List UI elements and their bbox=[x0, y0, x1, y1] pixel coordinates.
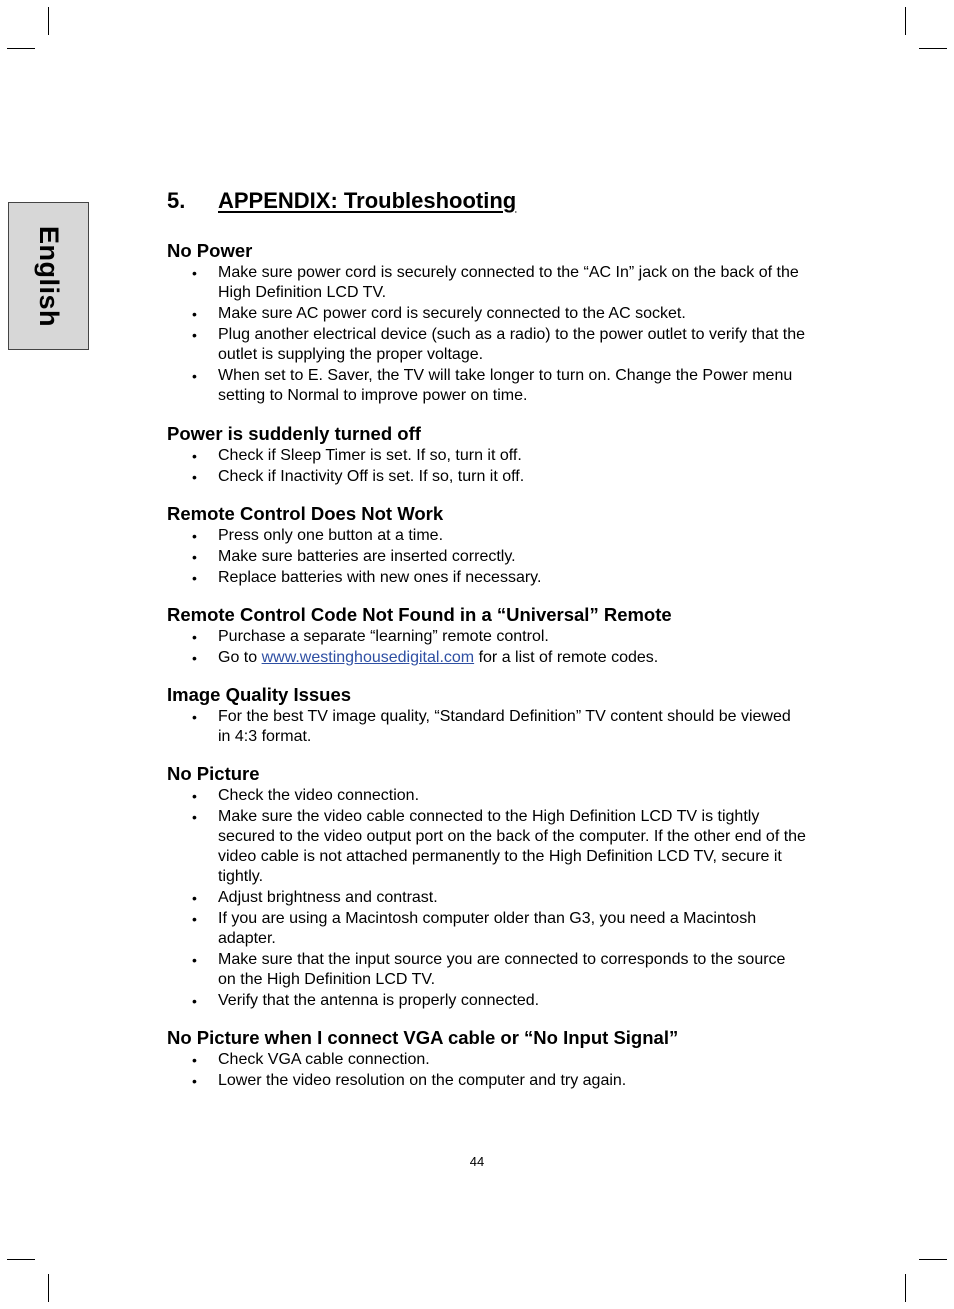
item-text: Purchase a separate “learning” remote control. bbox=[218, 628, 549, 645]
bullet-list bbox=[167, 1050, 807, 1091]
list-item bbox=[167, 366, 807, 406]
list-item bbox=[167, 467, 807, 487]
troubleshooting-section bbox=[167, 762, 807, 1011]
list-item bbox=[167, 991, 807, 1011]
list-item bbox=[167, 786, 807, 806]
list-item bbox=[167, 807, 807, 887]
item-text: Check the video connection. bbox=[218, 787, 420, 804]
troubleshooting-section bbox=[167, 239, 807, 406]
bullet-icon: • bbox=[192, 368, 197, 384]
bullet-icon: • bbox=[192, 650, 197, 666]
list-item bbox=[167, 526, 807, 546]
bullet-icon: • bbox=[192, 528, 197, 544]
list-item bbox=[167, 950, 807, 990]
list-item bbox=[167, 547, 807, 567]
list-item bbox=[167, 1071, 807, 1091]
bullet-icon: • bbox=[192, 993, 197, 1009]
bullet-icon: • bbox=[192, 911, 197, 927]
section-heading: No Power bbox=[167, 240, 253, 261]
bullet-icon: • bbox=[192, 327, 197, 343]
item-text: For the best TV image quality, “Standard Definition” TV content should be viewed in 4:3 format. bbox=[218, 708, 791, 745]
bullet-list bbox=[167, 263, 807, 406]
list-item bbox=[167, 1050, 807, 1070]
page-number: 44 bbox=[469, 1154, 485, 1169]
troubleshooting-sections bbox=[167, 239, 807, 1091]
section-heading: Power is suddenly turned off bbox=[167, 423, 421, 444]
item-text: Replace batteries with new ones if necessary. bbox=[218, 569, 542, 586]
troubleshooting-section bbox=[167, 1026, 807, 1091]
bullet-icon: • bbox=[192, 952, 197, 968]
item-text: Make sure AC power cord is securely connected to the AC socket. bbox=[218, 305, 686, 322]
section-heading: No Picture when I connect VGA cable or “No Input Signal” bbox=[167, 1027, 679, 1048]
bullet-icon: • bbox=[192, 469, 197, 485]
item-text: Plug another electrical device (such as a radio) to the power outlet to verify that the outlet is supplying the proper voltage. bbox=[218, 326, 805, 363]
item-text: When set to E. Saver, the TV will take longer to turn on. Change the Power menu setting to Normal to improve power on time. bbox=[218, 367, 793, 404]
section-number: 5. bbox=[167, 188, 186, 213]
item-text: Verify that the antenna is properly connected. bbox=[218, 992, 540, 1009]
crop-mark bbox=[7, 48, 35, 49]
crop-mark bbox=[48, 1274, 49, 1302]
list-item bbox=[167, 446, 807, 466]
bullet-icon: • bbox=[192, 1073, 197, 1089]
section-title: APPENDIX: Troubleshooting bbox=[218, 188, 517, 213]
item-text: Go to bbox=[218, 649, 262, 666]
bullet-icon: • bbox=[192, 306, 197, 322]
bullet-icon: • bbox=[192, 890, 197, 906]
list-item bbox=[167, 648, 807, 668]
crop-mark bbox=[905, 7, 906, 35]
bullet-list bbox=[167, 446, 807, 487]
crop-mark bbox=[7, 1259, 35, 1260]
page-content bbox=[167, 186, 807, 1092]
section-heading: No Picture bbox=[167, 763, 260, 784]
item-text: Make sure the video cable connected to the High Definition LCD TV is tightly secured to the video output port on the back of the computer. If the other end of the video cable is not attached permanently to the High Definition LCD TV, secure it tightly. bbox=[218, 808, 806, 885]
item-text: Check VGA cable connection. bbox=[218, 1051, 430, 1068]
section-heading: Image Quality Issues bbox=[167, 684, 352, 705]
bullet-icon: • bbox=[192, 265, 197, 281]
crop-mark bbox=[919, 48, 947, 49]
item-text: Check if Inactivity Off is set. If so, turn it off. bbox=[218, 468, 525, 485]
bullet-icon: • bbox=[192, 570, 197, 586]
item-text: Press only one button at a time. bbox=[218, 527, 444, 544]
item-text: for a list of remote codes. bbox=[474, 649, 659, 666]
bullet-icon: • bbox=[192, 788, 197, 804]
list-item bbox=[167, 325, 807, 365]
bullet-list bbox=[167, 786, 807, 1011]
bullet-icon: • bbox=[192, 448, 197, 464]
language-tab bbox=[8, 202, 89, 350]
website-link[interactable]: www.westinghousedigital.com bbox=[261, 649, 475, 666]
bullet-icon: • bbox=[192, 809, 197, 825]
list-item bbox=[167, 707, 807, 747]
list-item bbox=[167, 627, 807, 647]
crop-mark bbox=[905, 1274, 906, 1302]
section-heading: Remote Control Code Not Found in a “Universal” Remote bbox=[167, 604, 672, 625]
item-text: Make sure batteries are inserted correctly. bbox=[218, 548, 516, 565]
bullet-icon: • bbox=[192, 709, 197, 725]
item-text: Adjust brightness and contrast. bbox=[218, 889, 438, 906]
bullet-icon: • bbox=[192, 629, 197, 645]
item-text: Make sure power cord is securely connected to the “AC In” jack on the back of the High Definition LCD TV. bbox=[218, 264, 799, 301]
bullet-list bbox=[167, 707, 807, 747]
item-text: Make sure that the input source you are connected to corresponds to the source on the High Definition LCD TV. bbox=[218, 951, 786, 988]
list-item bbox=[167, 304, 807, 324]
troubleshooting-section bbox=[167, 683, 807, 747]
list-item bbox=[167, 263, 807, 303]
language-tab-label: English bbox=[34, 225, 65, 327]
section-heading: Remote Control Does Not Work bbox=[167, 503, 444, 524]
bullet-list bbox=[167, 526, 807, 588]
bullet-icon: • bbox=[192, 1052, 197, 1068]
list-item bbox=[167, 568, 807, 588]
crop-mark bbox=[919, 1259, 947, 1260]
troubleshooting-section bbox=[167, 603, 807, 668]
item-text: Lower the video resolution on the computer and try again. bbox=[218, 1072, 627, 1089]
crop-mark bbox=[48, 7, 49, 35]
item-text: Check if Sleep Timer is set. If so, turn it off. bbox=[218, 447, 522, 464]
item-text: If you are using a Macintosh computer older than G3, you need a Macintosh adapter. bbox=[218, 910, 757, 947]
bullet-list bbox=[167, 627, 807, 668]
list-item bbox=[167, 888, 807, 908]
bullet-icon: • bbox=[192, 549, 197, 565]
page-title bbox=[167, 186, 807, 216]
list-item bbox=[167, 909, 807, 949]
troubleshooting-section bbox=[167, 422, 807, 487]
troubleshooting-section bbox=[167, 502, 807, 588]
